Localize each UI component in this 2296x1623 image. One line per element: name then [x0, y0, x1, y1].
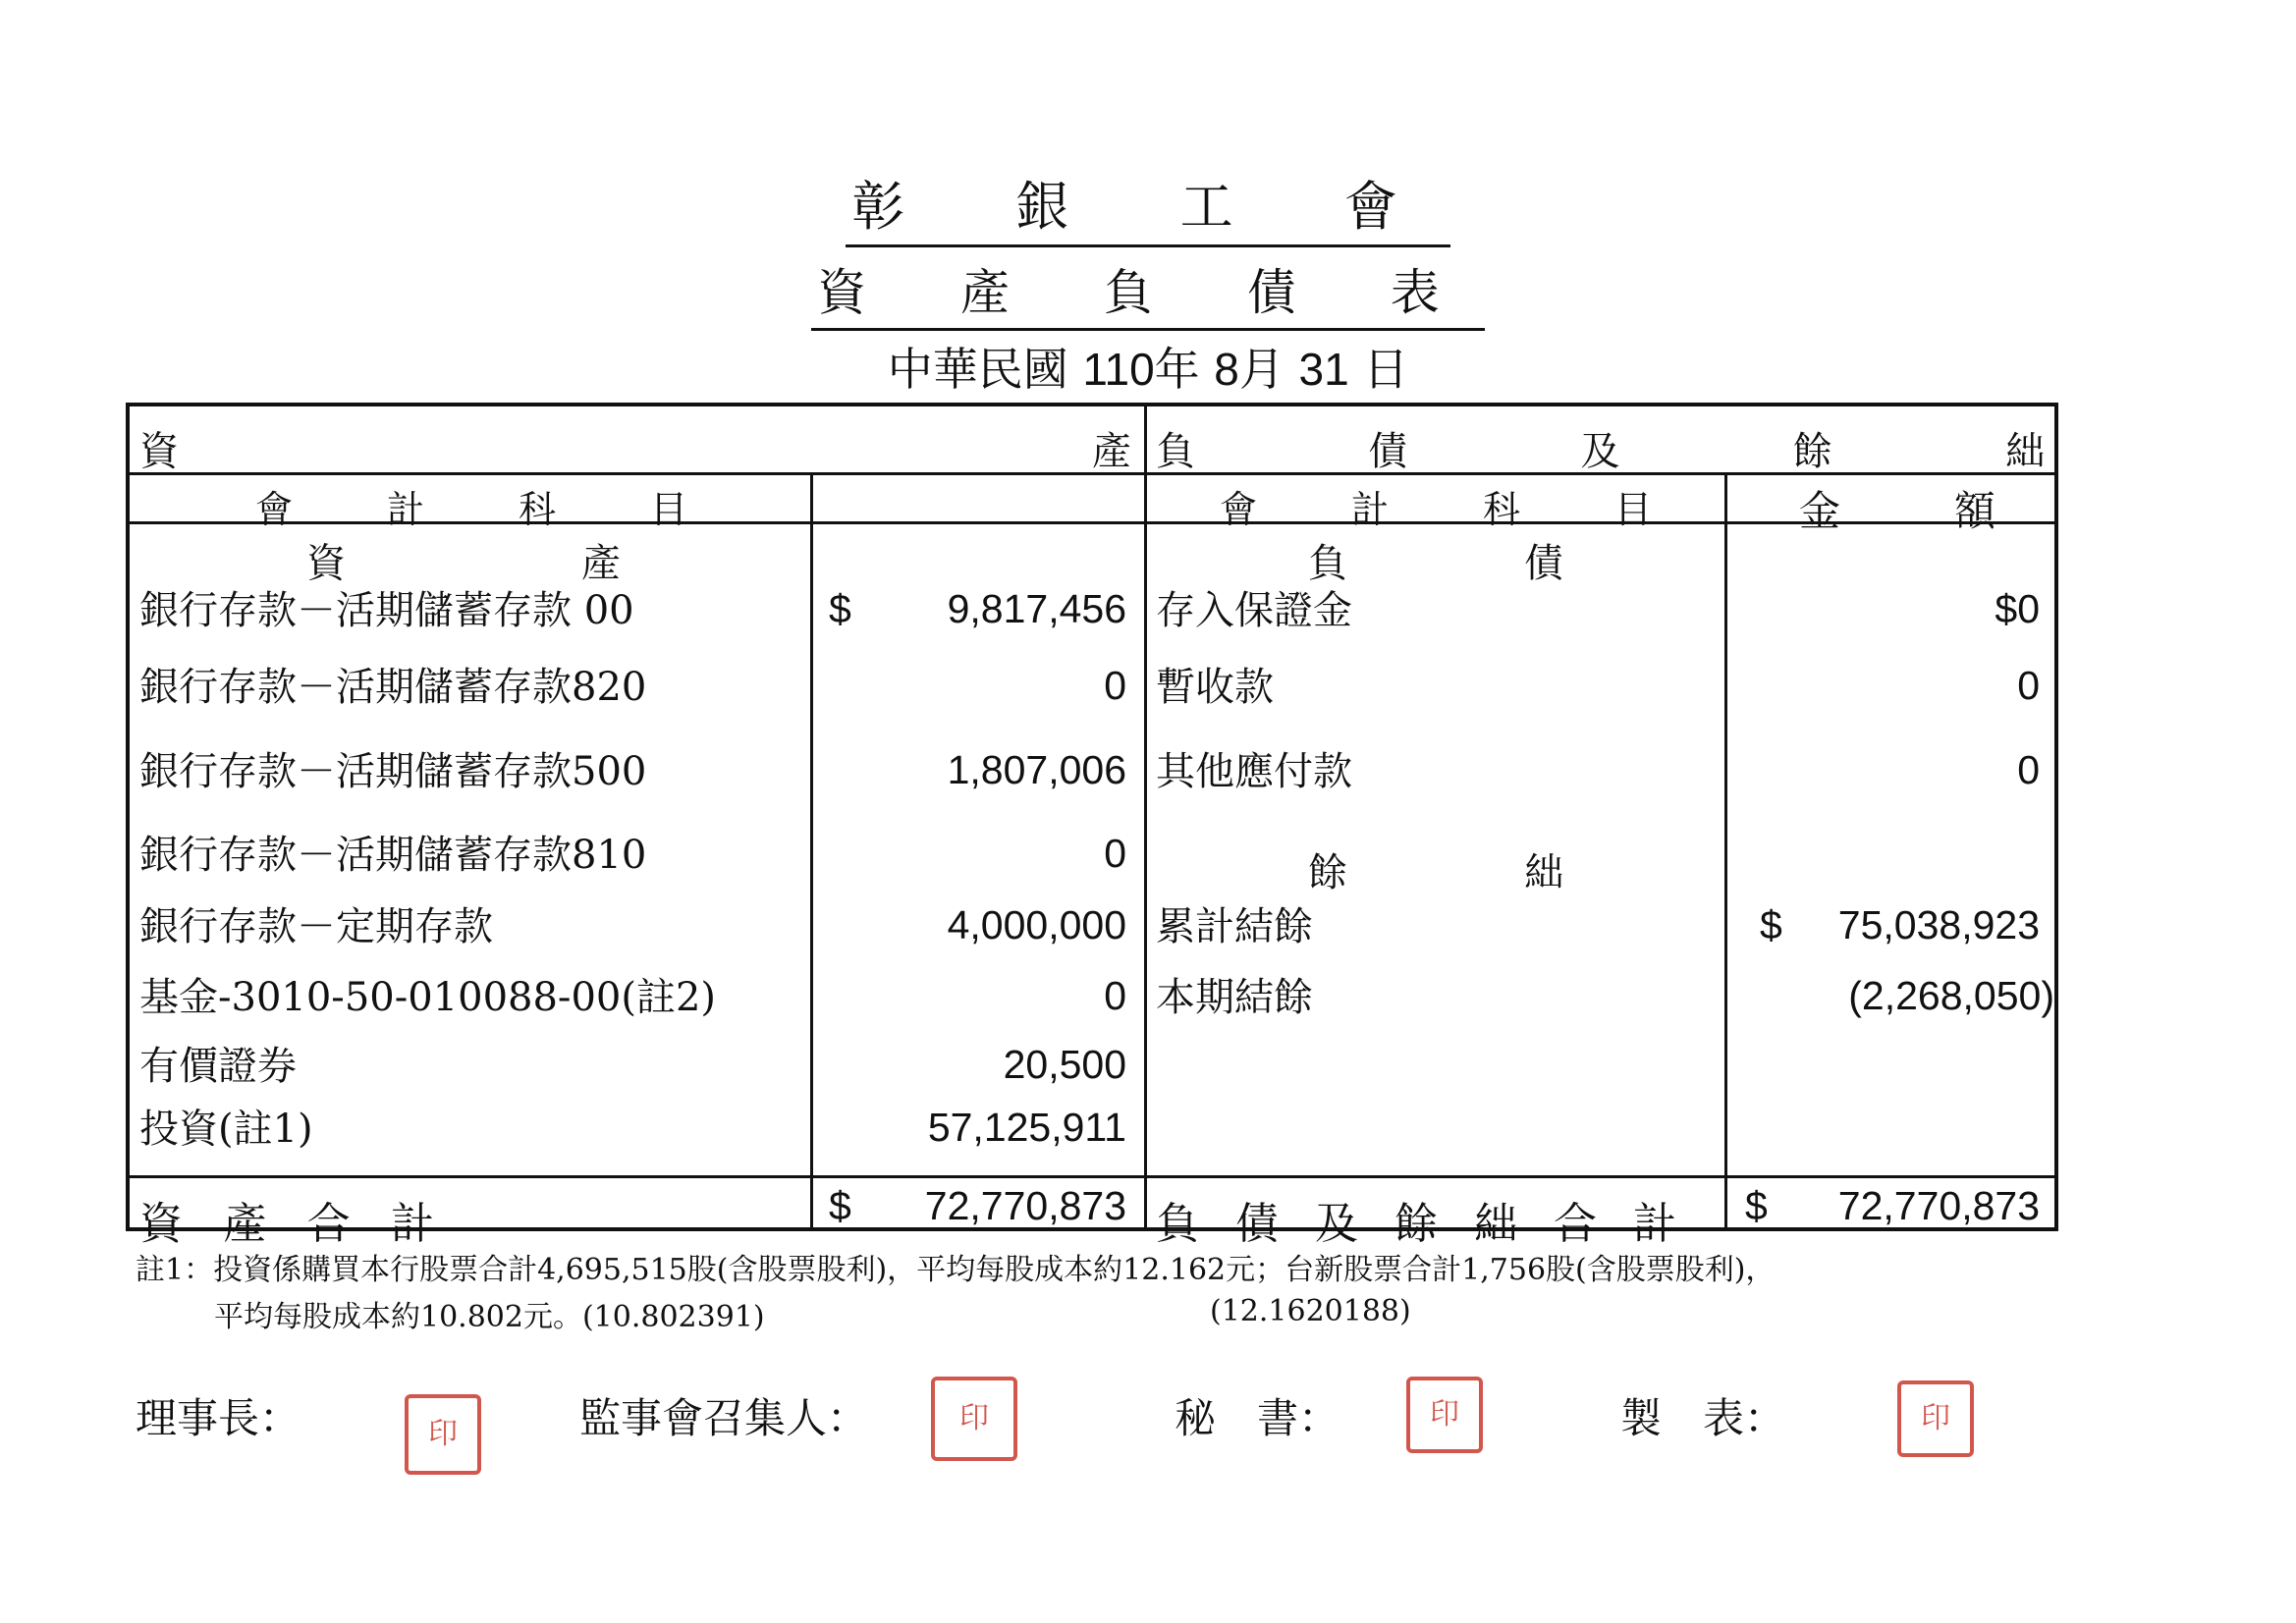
surplus-name: 累計結餘 — [1156, 904, 1313, 949]
right-col-header-char: 計 — [1350, 488, 1389, 531]
liab-total-label — [1156, 1188, 1676, 1251]
liability-amount: 0 — [2017, 663, 2040, 708]
assets-group-label-char: 產 — [581, 541, 621, 586]
asset-amount: 0 — [1104, 973, 1126, 1018]
assets-total-label — [139, 1188, 434, 1251]
liab-total-dollar-sign: $ — [1745, 1183, 1768, 1228]
asset-name: 投資(註1) — [139, 1107, 313, 1152]
chairman-label: 理事長： — [136, 1394, 301, 1442]
supervisor-seal: 印 — [931, 1377, 1017, 1461]
asset-amount: 9,817,456 — [947, 586, 1126, 631]
liab-total-label-char: 及 — [1315, 1199, 1358, 1249]
liabilities-group-label-char: 債 — [1524, 541, 1563, 586]
liab-total-label-char: 計 — [1633, 1199, 1676, 1249]
center-divider — [1144, 406, 1147, 1229]
surplus-amount: (2,268,050) — [1848, 973, 2054, 1018]
assets-total-label-char: 資 — [139, 1199, 183, 1249]
assets-group-label-char: 資 — [306, 541, 346, 586]
liab-total-label-char: 餘 — [1394, 1199, 1438, 1249]
secretary-label: 秘 書： — [1175, 1394, 1340, 1442]
amount-col-header-char: 金 — [1799, 487, 1841, 535]
amount-col-header-char: 額 — [1953, 487, 1995, 535]
asset-name: 銀行存款－定期存款 — [139, 904, 493, 949]
right-col-header-char: 科 — [1482, 488, 1520, 531]
surplus-name: 本期結餘 — [1156, 975, 1313, 1020]
date-month: 8 — [1214, 344, 1239, 395]
asset-name: 有價證券 — [139, 1044, 297, 1089]
surplus-group-label-char: 餘 — [1308, 850, 1347, 895]
left-col-header-char: 會 — [255, 488, 294, 531]
surplus-group-label — [1308, 841, 1563, 897]
left-col-header-char: 目 — [649, 488, 687, 531]
date-day: 31 — [1298, 344, 1349, 395]
supervisor-label: 監事會召集人： — [579, 1394, 869, 1442]
liab-total-amount: 72,770,873 — [1837, 1183, 2040, 1228]
right-section-title-char: 及 — [1580, 429, 1620, 474]
liabilities-group-label — [1308, 532, 1563, 588]
report-date — [0, 334, 2296, 406]
report-title — [0, 253, 2296, 331]
liab-total-label-char: 合 — [1554, 1199, 1597, 1249]
assets-total-label-char: 產 — [223, 1199, 267, 1249]
asset-amount: 1,807,006 — [947, 747, 1126, 792]
liability-amount: 0 — [2017, 747, 2040, 792]
liab-total-label-char: 債 — [1235, 1199, 1279, 1249]
liabilities-group-label-char: 負 — [1308, 541, 1347, 586]
liability-name: 暫收款 — [1156, 665, 1274, 710]
date-year-unit: 年 — [1154, 343, 1200, 396]
right-col-header-char: 目 — [1613, 488, 1652, 531]
amount-col-header — [1799, 479, 1995, 538]
note-line-1: 註1：投資係購買本行股票合計4,695,515股(含股票股利)，平均每股成本約12.162元；台新股票合計1,756股(含股票股利)， — [136, 1253, 1776, 1287]
assets-total-label-char: 合 — [306, 1199, 351, 1249]
asset-name: 銀行存款－活期儲蓄存款820 — [139, 665, 647, 710]
surplus-dollar-sign: $ — [1760, 902, 1782, 947]
right-section-title-char: 負 — [1156, 429, 1195, 474]
report-date-line — [882, 334, 1415, 406]
asset-name: 銀行存款－活期儲蓄存款810 — [139, 833, 647, 878]
liab-amount-divider — [1724, 472, 1727, 1229]
asset-name: 銀行存款－活期儲蓄存款 00 — [139, 588, 634, 633]
secretary-seal: 印 — [1406, 1377, 1483, 1453]
date-day-unit: 日 — [1363, 343, 1409, 396]
left-section-title-char: 資 — [139, 429, 179, 474]
right-section-title-char: 餘 — [1792, 429, 1832, 474]
surplus-amount: 75,038,923 — [1837, 902, 2040, 947]
liab-total-label-char: 負 — [1156, 1199, 1199, 1249]
note-line-2-extra: (12.1620188) — [1210, 1294, 1411, 1328]
left-section-title — [139, 420, 1131, 476]
left-col-header — [255, 479, 687, 533]
date-prefix: 中華民國 — [887, 343, 1068, 396]
asset-name: 基金-3010-50-010088-00(註2) — [139, 975, 717, 1020]
left-col-header-char: 科 — [518, 488, 556, 531]
org-name-text: 彰 銀 工 會 — [846, 165, 1450, 247]
report-title-text: 資 產 負 債 表 — [811, 253, 1485, 331]
assets-total-label-char: 計 — [390, 1199, 434, 1249]
note-line-2: 平均每股成本約10.802元。(10.802391) — [214, 1300, 765, 1334]
surplus-group-label-char: 絀 — [1524, 850, 1563, 895]
chairman-seal: 印 — [405, 1394, 481, 1475]
left-section-title-char: 產 — [1092, 429, 1131, 474]
asset-amount: 57,125,911 — [927, 1105, 1126, 1150]
asset-dollar-sign: $ — [829, 586, 851, 631]
liab-total-label-char: 絀 — [1474, 1199, 1517, 1249]
right-col-header — [1220, 479, 1652, 533]
assets-total-dollar-sign: $ — [829, 1183, 851, 1228]
preparer-label: 製 表： — [1620, 1394, 1786, 1442]
asset-amount: 0 — [1104, 831, 1126, 876]
liability-amount: $0 — [1995, 586, 2040, 631]
liability-name: 存入保證金 — [1156, 588, 1352, 633]
totals-divider — [130, 1175, 2056, 1178]
asset-amount: 0 — [1104, 663, 1126, 708]
assets-group-label — [306, 532, 621, 588]
asset-amount: 4,000,000 — [947, 902, 1126, 947]
date-month-unit: 月 — [1238, 343, 1285, 396]
balance-sheet-table — [126, 403, 2058, 1249]
liability-name: 其他應付款 — [1156, 749, 1352, 794]
date-year: 110 — [1082, 344, 1155, 395]
right-col-header-char: 會 — [1220, 488, 1258, 531]
preparer-seal: 印 — [1897, 1380, 1974, 1457]
asset-name: 銀行存款－活期儲蓄存款500 — [139, 749, 647, 794]
right-section-title — [1156, 420, 2045, 476]
asset-amount: 20,500 — [1003, 1042, 1126, 1087]
assets-total-amount: 72,770,873 — [924, 1183, 1126, 1228]
org-name — [0, 165, 2296, 247]
right-section-title-char: 絀 — [2005, 429, 2045, 474]
left-col-header-char: 計 — [386, 488, 424, 531]
asset-amount-divider — [810, 472, 813, 1229]
right-section-title-char: 債 — [1368, 429, 1408, 474]
